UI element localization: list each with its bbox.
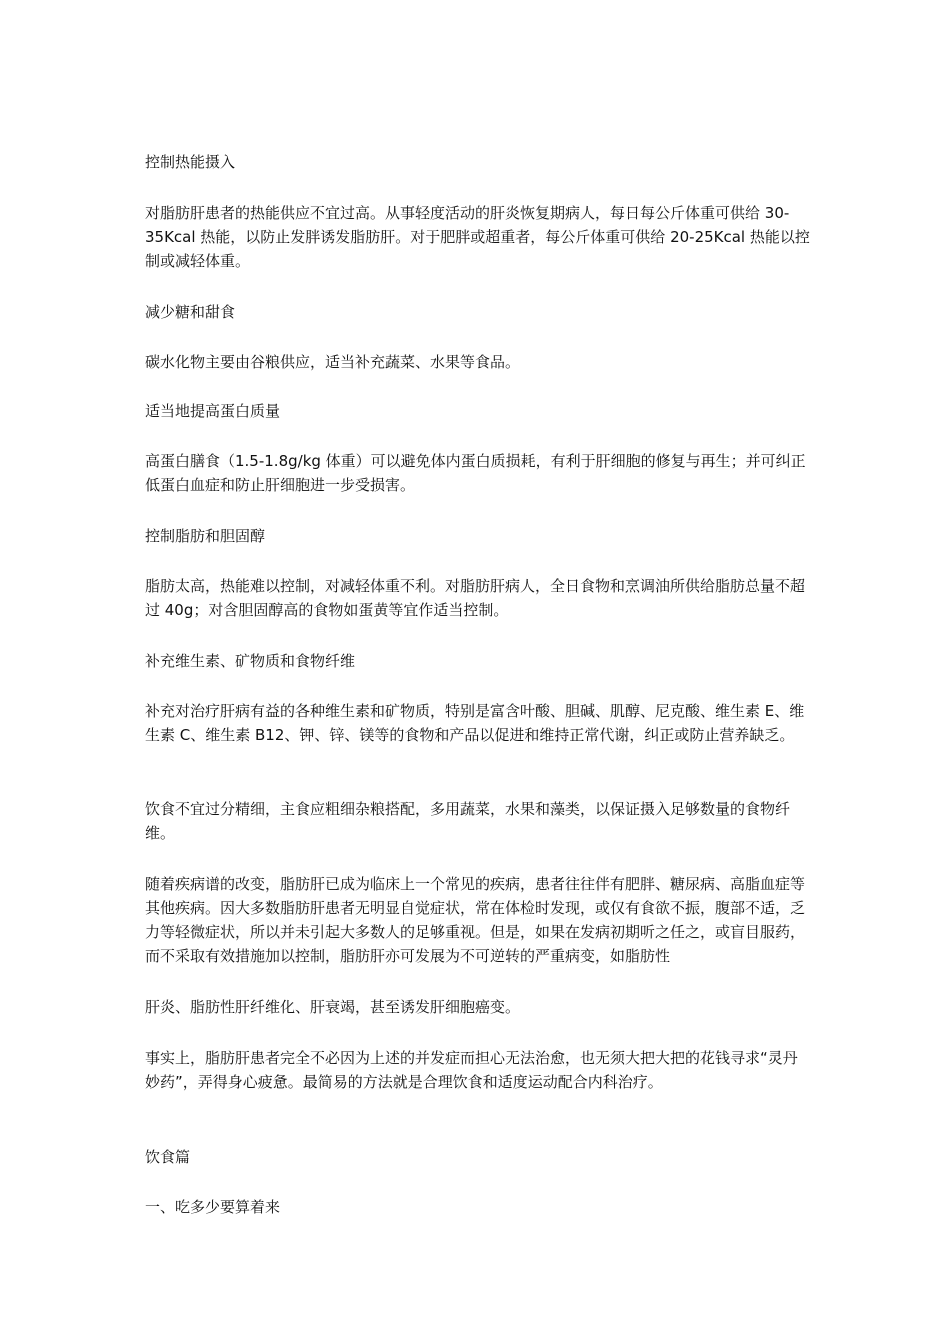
- heading-reduce-sugar: 减少糖和甜食: [145, 303, 236, 321]
- heading-how-much-to-eat: 一、吃多少要算着来: [145, 1198, 281, 1216]
- paragraph-fiber: 饮食不宜过分精细，主食应粗细杂粮搭配，多用蔬菜，水果和藻类，以保证摄入足够数量的食物纤维。: [145, 800, 791, 842]
- paragraph-carbohydrates: 碳水化物主要由谷粮供应，适当补充蔬菜、水果等食品。: [145, 353, 521, 371]
- paragraph-disease-spectrum-cont: 肝炎、脂肪性肝纤维化、肝衰竭，甚至诱发肝细胞癌变。: [145, 998, 521, 1016]
- heading-control-calories: 控制热能摄入: [145, 153, 236, 171]
- heading-vitamins: 补充维生素、矿物质和食物纤维: [145, 652, 356, 670]
- paragraph-in-fact: 事实上，脂肪肝患者完全不必因为上述的并发症而担心无法治愈，也无须大把大把的花钱寻求“灵丹妙药”，弄得身心疲惫。最简易的方法就是合理饮食和适度运动配合内科治疗。: [145, 1049, 798, 1091]
- heading-fat-cholesterol: 控制脂肪和胆固醇: [145, 527, 266, 545]
- paragraph-calories: 对脂肪肝患者的热能供应不宜过高。从事轻度活动的肝炎恢复期病人，每日每公斤体重可供给 30-35Kcal 热能，以防止发胖诱发脂肪肝。对于肥胖或超重者，每公斤体重可供给 20-25Kcal 热能以控制或减轻体重。: [145, 204, 810, 270]
- paragraph-fat: 脂肪太高，热能难以控制，对减轻体重不利。对脂肪肝病人，全日食物和烹调油所供给脂肪总量不超过 40g；对含胆固醇高的食物如蛋黄等宜作适当控制。: [145, 577, 806, 619]
- paragraph-protein: 高蛋白膳食（1.5-1.8g/kg 体重）可以避免体内蛋白质损耗，有利于肝细胞的修复与再生；并可纠正低蛋白血症和防止肝细胞进一步受损害。: [145, 452, 806, 494]
- paragraph-disease-spectrum: 随着疾病谱的改变，脂肪肝已成为临床上一个常见的疾病，患者往往伴有肥胖、糖尿病、高脂血症等其他疾病。因大多数脂肪肝患者无明显自觉症状，常在体检时发现，或仅有食欲不振，腹部不适，乏力等轻微症状，所以并未引起大多数人的足够重视。但是，如果在发病初期听之任之，或盲目服药，而不采取有效措施加以控制，脂肪肝亦可发展为不可逆转的严重病变，如脂肪性: [145, 875, 806, 965]
- paragraph-vitamins: 补充对治疗肝病有益的各种维生素和矿物质，特别是富含叶酸、胆碱、肌醇、尼克酸、维生素 E、维生素 C、维生素 B12、钾、锌、镁等的食物和产品以促进和维持正常代谢，纠正或防止营养缺乏。: [145, 702, 805, 744]
- heading-protein: 适当地提高蛋白质量: [145, 402, 281, 420]
- heading-diet: 饮食篇: [145, 1148, 191, 1166]
